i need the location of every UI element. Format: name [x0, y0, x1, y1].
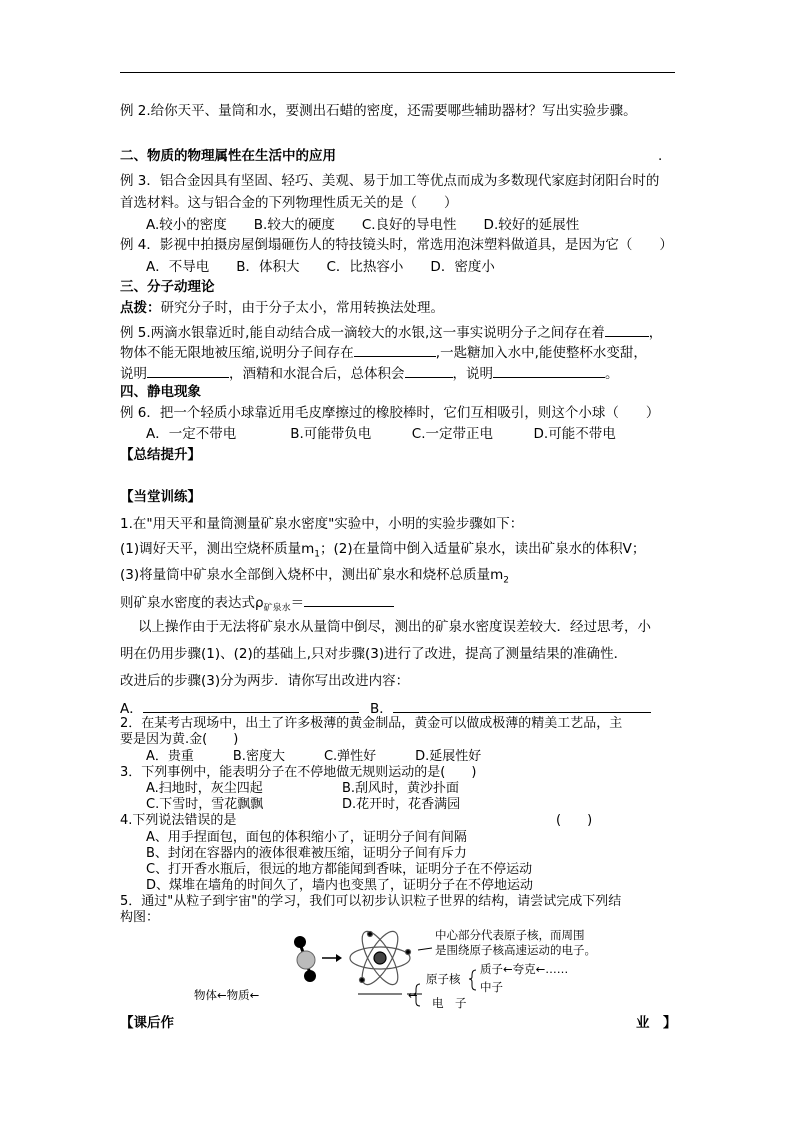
figure-desc-line2: 是围绕原子核高速运动的电子。 [435, 943, 596, 957]
answer-blank[interactable] [143, 698, 359, 713]
summary-heading: 【总结提升】 [120, 447, 201, 463]
tip-label: 点拨： [120, 300, 161, 316]
q3-option-c: C.下雪时，雪花飘飘 [146, 797, 264, 812]
homework-heading-right: 业 】 [636, 1015, 677, 1031]
q4-option-d: D、煤堆在墙角的时间久了，墙内也变黑了，证明分子在不停地运动 [146, 878, 534, 893]
example-3-line2: 首选材料。这与铝合金的下列物理性质无关的是（ ） [120, 195, 458, 211]
q1-line2: (1)调好天平，测出空烧杯质量$m_1$；(2)在量筒中倒入适量矿泉水，读出矿泉水的体积V； [120, 541, 646, 560]
answer-blank[interactable] [493, 363, 605, 378]
q1-line4 [120, 592, 394, 618]
q5-line1: 5．通过"从粒子到宇宙"的学习，我们可以初步认识粒子世界的结构，请尝试完成下列结 [120, 894, 622, 909]
q1-text: 则矿泉水密度的表达式ρ [120, 595, 264, 611]
arrow-head [336, 954, 342, 962]
q3-option-b: B.刮风时，黄沙扑面 [342, 781, 460, 796]
section-2-heading: 二、物质的物理属性在生活中的应用 [120, 148, 336, 164]
example-4-line1: 例 4．影视中拍摄房屋倒塌砸伤人的特技镜头时，常选用泡沫塑料做道具，是因为它（ ） [120, 237, 673, 253]
example-5-text: 例 5.两滴水银靠近时,能自动结合成一滴较大的水银,这一事实说明分子之间存在着 [120, 325, 605, 341]
q1-line1: 1.在"用天平和量筒测量矿泉水密度"实验中，小明的实验步骤如下： [120, 516, 524, 532]
q4-line1: 4.下列说法错误的是 [120, 813, 237, 828]
q3-line1: 3．下列事例中，能表明分子在不停地做无规则运动的是( ) [120, 765, 477, 780]
example-5-line1 [120, 322, 662, 342]
q3-option-a: A.扫地时，灰尘四起 [146, 781, 263, 796]
q1-text: ；(2)在量筒中倒入适量矿泉水，读出矿泉水的体积V； [320, 541, 646, 557]
molecule-model-icon [294, 936, 316, 982]
header-rule [120, 72, 675, 73]
q1-text: ＝ [290, 595, 305, 611]
q3-option-d: D.花开时，花香满园 [342, 797, 461, 812]
neutron-label: 中子 [480, 980, 503, 994]
q4-paren: ( ) [556, 813, 593, 828]
example-5-text: 物体不能无限地被压缩,说明分子间存在 [120, 345, 354, 361]
q1-a-label: A． [120, 701, 143, 717]
q2-options: A．贵重 B.密度大 C.弹性好 D.延展性好 [146, 749, 482, 764]
example-5-text: ，酒精和水混合后，总体积会 [229, 366, 405, 382]
answer-blank[interactable] [605, 322, 649, 337]
answer-blank[interactable] [393, 698, 651, 713]
example-6-line1: 例 6．把一个轻质小球靠近用毛皮摩擦过的橡胶棒时，它们互相吸引，则这个小球（ ） [120, 405, 660, 421]
chain-text: 物体←物质← [194, 988, 260, 1002]
q1-text: (1)调好天平，测出空烧杯质量m [120, 541, 315, 557]
answer-blank[interactable] [405, 363, 453, 378]
electron-label: 电 子 [432, 996, 467, 1010]
example-3-options: A.较小的密度 B.较大的硬度 C.良好的导电性 D.较好的延展性 [146, 217, 580, 233]
rho-subscript: 矿泉水 [263, 603, 291, 614]
punct: 。 [605, 366, 619, 382]
q4-option-a: A、用手捏面包，面包的体积缩小了，证明分子间有间隔 [146, 830, 467, 845]
pointer-line [418, 948, 432, 950]
q2-line2: 要是因为黄.金( ) [120, 732, 239, 747]
tip-line [120, 299, 444, 317]
atom-model-icon [350, 927, 411, 990]
q1-para3: 改进后的步骤(3)分为两步．请你写出改进内容： [120, 673, 410, 689]
q5-line2: 构图： [120, 910, 160, 925]
example-5-text: ,一匙糖加入水中,能使整杯水变甜， [435, 345, 647, 361]
example-5-line2 [120, 342, 647, 362]
q4-option-b: B、封闭在容器内的液体很难被压缩，证明分子间有斥力 [146, 846, 467, 861]
homework-heading-left: 【课后作 [120, 1015, 174, 1031]
example-3-line1: 例 3．铝合金因具有坚固、轻巧、美观、易于加工等优点而成为多数现代家庭封闭阳台时的 [120, 173, 660, 189]
answer-blank[interactable] [354, 342, 436, 357]
example-6-options: A．一定不带电 B.可能带负电 C.一定带正电 D.可能不带电 [146, 426, 616, 442]
q1-text: (3)将量筒中矿泉水全部倒入烧杯中，测出矿泉水和烧杯总质量m [120, 567, 504, 583]
figure-desc-line1: 中心部分代表原子核，而周围 [435, 928, 585, 942]
brace-right [469, 970, 476, 990]
example-2: 例 2.给你天平、量筒和水，要测出石蜡的密度，还需要哪些辅助器材？写出实验步骤。 [120, 103, 637, 119]
tip-text: 研究分子时，由于分子太小，常用转换法处理。 [160, 300, 444, 316]
section-3-heading: 三、分子动理论 [120, 279, 215, 295]
nucleus-label: 原子核 [426, 972, 461, 986]
chain-arrow: ← [408, 988, 418, 1002]
punct: ， [648, 325, 663, 341]
section-4-heading: 四、静电现象 [120, 384, 201, 400]
practice-heading: 【当堂训练】 [120, 489, 201, 505]
q4-option-c: C、打开香水瓶后，很远的地方都能闻到香味，证明分子在不停运动 [146, 862, 533, 877]
q1-para1: 以上操作由于无法将矿泉水从量筒中倒尽，测出的矿泉水密度误差较大．经过思考，小 [138, 619, 651, 635]
particle-structure-figure [194, 922, 670, 1012]
q1-b-label: B． [370, 701, 393, 717]
example-5-text: ，说明 [452, 366, 493, 382]
answer-blank[interactable] [304, 592, 394, 607]
proton-label: 质子←夸克←…… [480, 962, 569, 976]
example-4-options: A．不导电 B．体积大 C．比热容小 D．密度小 [146, 259, 495, 275]
q1-line3: (3)将量筒中矿泉水全部倒入烧杯中，测出矿泉水和烧杯总质量$m_2$ [120, 567, 510, 586]
q1-para2: 明在仍用步骤(1)、(2)的基础上,只对步骤(3)进行了改进，提高了测量结果的准确性． [120, 646, 628, 662]
example-5-line3 [120, 363, 619, 383]
section-2-dot: . [658, 148, 663, 164]
example-5-text: 说明 [120, 366, 147, 382]
q2-line1: 2．在某考古现场中，出土了许多极薄的黄金制品，黄金可以做成极薄的精美工艺品，主 [120, 716, 623, 731]
answer-blank[interactable] [147, 363, 229, 378]
